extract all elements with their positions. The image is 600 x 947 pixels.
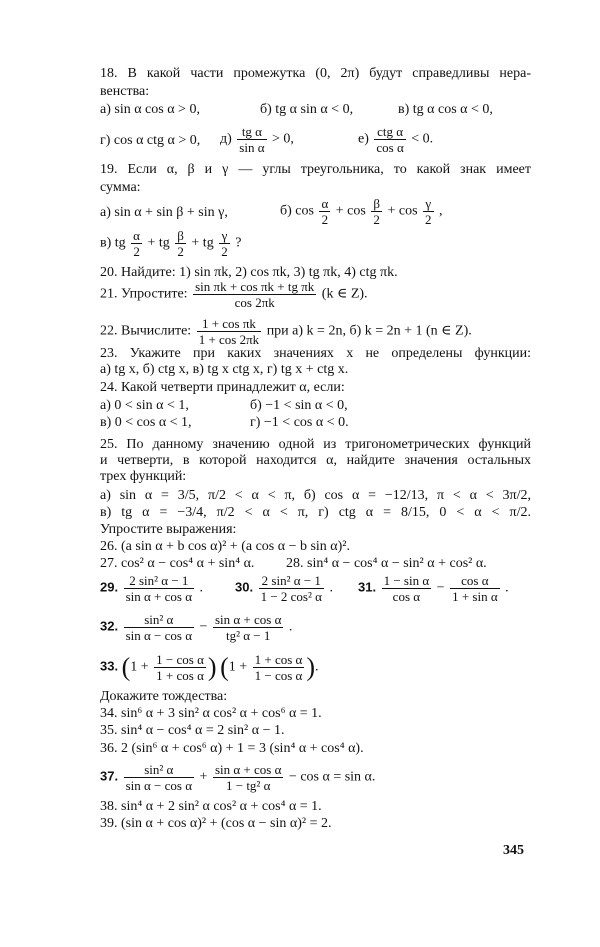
fraction-denominator: sin α − cos α [125,778,193,793]
problem-24-c: в) 0 < cos α < 1, [100,415,192,430]
problem-22 [100,316,531,350]
plus-tg: + tg [147,235,170,251]
fraction-37-b [213,762,283,793]
problem-31-label: 31. [358,579,377,595]
fraction-numerator: sin πk + cos πk + tg πk [195,279,315,294]
fraction-beta-2 [371,196,382,227]
problem-34: 34. sin⁶ α + 3 sin² α cos² α + cos⁶ α = 1. [100,706,322,721]
problem-33-label: 33. [100,658,119,674]
right-paren: ) [207,652,217,682]
fraction-denominator: sin α + cos α [125,589,193,604]
fraction-gamma-2 [423,196,434,227]
problem-24-g: г) −1 < cos α < 0. [250,415,349,430]
problem-28: 28. sin⁴ α − cos⁴ α − sin² α + cos² α. [286,556,487,571]
fraction-denominator: cos α [376,140,404,155]
fraction-denominator: 2 [321,212,329,227]
problem-18-e [358,124,433,155]
fraction-denominator: tg² α − 1 [225,628,271,643]
problem-19-v-label: в) tg [100,235,126,251]
plus-cos: + cos [387,203,418,219]
fraction-denominator: 1 − cos α [254,668,303,683]
fraction-denominator: sin α − cos α [125,628,193,643]
fraction-beta-2 [175,228,186,259]
problem-29-31-row [100,573,531,607]
one-plus: 1 + [130,659,149,675]
fraction-denominator: cos 2πk [234,295,275,310]
problem-29 [100,573,203,604]
plus-tg: + tg [191,235,214,251]
fraction-denominator: 2 [221,244,228,259]
fraction-numerator: sin² α [124,762,194,778]
problem-37-label: 37. [100,768,119,784]
fraction-numerator: ctg α [374,124,405,140]
problem-18-line-2: венства: [100,84,150,99]
fraction-numerator: β [177,228,184,243]
problem-23-line-2: а) tg x, б) ctg x, в) tg x ctg x, г) tg x + ctg x. [100,362,349,377]
problem-39: 39. (sin α + cos α)² + (cos α − sin α)² = 2. [100,816,332,831]
problem-19-row-2 [100,228,531,262]
problem-19-b-label: б) cos [280,203,314,219]
fraction-denominator: 2 [133,244,140,259]
problem-33 [100,652,531,686]
fraction-denominator: 1 + cos 2πk [198,332,260,347]
fraction-numerator: 1 + cos α [254,652,303,667]
period: . [288,619,293,635]
fraction-21 [193,279,316,310]
one-plus: 1 + [228,659,248,675]
fraction-numerator: α [133,228,140,243]
fraction-numerator: α [321,196,329,211]
fraction-denominator: cos α [392,589,421,604]
fraction-30 [259,573,324,604]
fraction-numerator: tg α [237,124,266,140]
fraction-numerator: sin² α [124,612,194,628]
problem-24-b: б) −1 < sin α < 0, [250,398,348,413]
problem-36: 36. 2 (sin⁶ α + cos⁶ α) + 1 = 3 (sin⁴ α + cos⁴ α). [100,741,364,756]
fraction-numerator: γ [219,228,230,244]
problem-19-line-2: сумма: [100,180,141,195]
fraction-alpha-2 [319,196,330,227]
problem-18-e-tail: < 0. [411,131,434,147]
problem-25-line-5: в) tg α = −3/4, π/2 < α < π, г) ctg α = 8/15, 0 < α < π/2. [100,505,531,520]
problem-19-row-1 [100,196,531,230]
fraction-numerator: sin α + cos α [214,612,282,627]
fraction-31-a [382,573,432,604]
problem-18-row-2 [100,124,531,158]
problem-18-b: б) tg α sin α < 0, [260,102,354,117]
fraction-gamma-2 [219,228,230,259]
problem-18-d-label: д) [220,131,232,147]
simplify-heading: Упростите выражения: [100,522,237,537]
fraction-numerator: 1 − sin α [383,573,430,588]
fraction-29 [124,573,194,604]
problem-38: 38. sin⁴ α + 2 sin² α cos² α + cos⁴ α = 1. [100,799,322,814]
fraction-denominator: 1 − 2 cos² α [260,589,322,604]
fraction-denominator: 2 [425,212,432,227]
problem-25-line-2: и четверти, в которой находится α, найдите значения остальных [100,453,531,468]
problem-25-line-1: 25. По данному значению одной из тригонометрических функций [100,437,531,452]
right-paren: ) [306,652,316,682]
problem-22-label: 22. Вычислите: [100,323,192,339]
fraction-numerator: sin α + cos α [214,762,282,777]
problem-18-d-tail: > 0, [272,131,294,147]
problem-18-g: г) cos α ctg α > 0, [100,133,201,148]
problem-26: 26. (a sin α + b cos α)² + (a cos α − b sin α)². [100,539,350,554]
fraction-denominator: 1 − tg² α [225,778,271,793]
problem-32 [100,612,531,646]
problem-21 [100,279,531,313]
fraction-18-e [374,124,405,155]
problem-18-e-label: е) [358,131,369,147]
minus-sign: − [199,619,208,635]
problem-18-a: а) sin α cos α > 0, [100,102,200,117]
fraction-32-b [213,612,283,643]
problem-23-line-1: 23. Укажите при каких значениях x не определены функции: [100,346,531,361]
problem-21-label: 21. Упростите: [100,286,188,302]
fraction-numerator: β [373,196,380,211]
problem-18-c: в) tg α cos α < 0, [398,102,493,117]
fraction-37-a [124,762,194,793]
minus-sign: − [436,580,445,596]
period: . [199,580,204,596]
fraction-denominator: 1 + cos α [156,668,204,683]
fraction-numerator: 1 + cos πk [197,316,261,332]
fraction-numerator: cos α [450,573,500,589]
problem-19-line-1: 19. Если α, β и γ — углы треугольника, то какой знак имеет [100,162,531,177]
left-paren: ( [121,652,131,682]
fraction-numerator: 2 sin² α − 1 [259,573,324,589]
prove-heading: Докажите тождества: [100,689,228,704]
fraction-18-d [237,124,266,155]
fraction-alpha-2 [131,228,142,259]
fraction-denominator: sin α [239,140,265,155]
period: . [315,659,319,675]
problem-30 [235,573,333,604]
problem-24-a: а) 0 < sin α < 1, [100,398,189,413]
problem-20: 20. Найдите: 1) sin πk, 2) cos πk, 3) tg πk, 4) ctg πk. [100,265,398,280]
fraction-32-a [124,612,194,643]
period: . [505,580,509,596]
fraction-numerator: 1 − cos α [156,652,204,667]
problem-30-label: 30. [235,579,254,595]
fraction-numerator: 2 sin² α − 1 [124,573,194,589]
problem-37-tail: − cos α = sin α. [288,769,376,785]
fraction-denominator: 2 [177,244,184,259]
problem-29-label: 29. [100,579,119,595]
problem-22-tail: при а) k = 2n, б) k = 2n + 1 (n ∈ Z). [266,323,472,339]
problem-25-line-4: а) sin α = 3/5, π/2 < α < π, б) cos α = −12/13, π < α < 3π/2, [100,488,531,503]
fraction-33-a [154,652,206,683]
fraction-33-b [253,652,305,683]
problem-31 [358,573,509,604]
question-mark: ? [235,235,242,251]
problem-37 [100,762,531,796]
problem-18-line-1: 18. В какой части промежутка (0, 2π) будут справедливы нера- [100,66,531,81]
problem-24-line-1: 24. Какой четверти принадлежит α, если: [100,380,345,395]
plus-sign: + [199,769,208,785]
problem-35: 35. sin⁴ α − cos⁴ α = 2 sin² α − 1. [100,723,285,738]
fraction-22 [197,316,261,347]
page-number: 345 [503,843,524,858]
plus-cos: + cos [335,203,366,219]
left-paren: ( [220,652,229,682]
fraction-denominator: 2 [373,212,380,227]
problem-18-d [220,124,294,155]
period: . [329,580,333,596]
problem-27: 27. cos² α − cos⁴ α + sin⁴ α. [100,556,255,571]
problem-25-line-3: трех функций: [100,469,187,484]
problem-21-tail: (k ∈ Z). [321,286,368,302]
problem-19-a: а) sin α + sin β + sin γ, [100,205,228,220]
fraction-31-b [450,573,500,604]
comma: , [439,203,443,219]
fraction-numerator: γ [423,196,434,212]
fraction-denominator: 1 + sin α [452,589,498,604]
problem-32-label: 32. [100,618,119,634]
problem-19-v [100,228,241,259]
problem-19-b [280,196,443,227]
